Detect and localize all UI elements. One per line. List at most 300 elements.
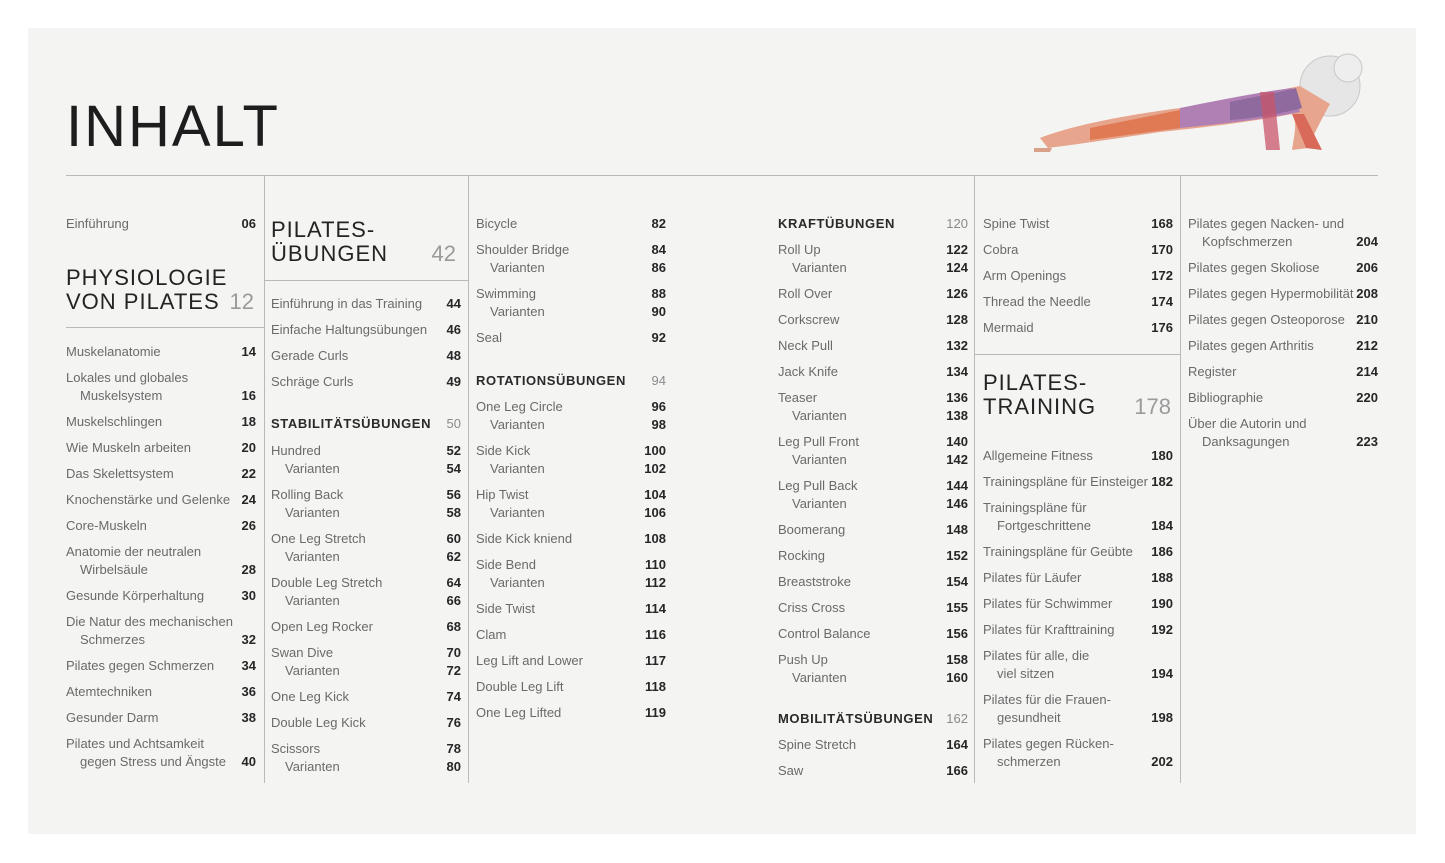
- entry-title: Side Twist: [476, 601, 536, 616]
- toc-entry[interactable]: [271, 295, 461, 313]
- toc-entry[interactable]: [66, 413, 256, 431]
- entry-title: Wie Muskeln arbeiten: [66, 440, 191, 455]
- column-divider: [264, 175, 265, 783]
- entry-title: Das Skelettsystem: [66, 466, 174, 481]
- entry-page-number: 72: [446, 663, 461, 678]
- toc-entry[interactable]: [1188, 259, 1378, 277]
- entry-page-number: 155: [946, 600, 968, 615]
- section-rule: [66, 327, 264, 328]
- entry-page-number: 30: [241, 588, 256, 603]
- entry-title: Jack Knife: [778, 364, 838, 379]
- entry-page-number: 128: [946, 312, 968, 327]
- entry-page-number: 100: [644, 443, 666, 458]
- toc-entry[interactable]: [271, 530, 461, 566]
- toc-entry[interactable]: [476, 398, 666, 434]
- pilates-pushup-anatomy-figure: [1030, 52, 1382, 158]
- entry-title: Double Leg Stretch: [271, 575, 383, 590]
- entry-title: Criss Cross: [778, 600, 846, 615]
- toc-entry[interactable]: [66, 613, 256, 649]
- entry-title: Trainingspläne für Geübte: [983, 544, 1133, 559]
- entry-page-number: 22: [241, 466, 256, 481]
- entry-title: Saw: [778, 763, 804, 778]
- toc-entry[interactable]: [983, 473, 1173, 491]
- chapter-heading-line: TRAINING: [983, 394, 1097, 419]
- toc-entry[interactable]: [476, 626, 666, 644]
- entry-title: Double Leg Kick: [271, 715, 366, 730]
- toc-entry[interactable]: [778, 762, 968, 780]
- entry-page-number: 112: [645, 575, 666, 590]
- entry-title: Roll Over: [778, 286, 833, 301]
- toc-entry[interactable]: [778, 736, 968, 754]
- entry-title: Push Up: [778, 652, 828, 667]
- entry-title: Spine Stretch: [778, 737, 857, 752]
- entry-subtitle: Varianten 80: [285, 759, 461, 774]
- entry-page-number: 64: [446, 575, 461, 590]
- entry-page-number: 102: [644, 461, 666, 476]
- entry-title: Cobra: [983, 242, 1019, 257]
- section-page-number: 94: [651, 373, 666, 388]
- entry-title: Muskelanatomie: [66, 344, 161, 359]
- toc-entry[interactable]: [983, 569, 1173, 587]
- entry-page-number: 66: [446, 593, 461, 608]
- entry-page-number: 184: [1151, 518, 1173, 533]
- section-heading[interactable]: [476, 372, 666, 390]
- entry-page-number: 170: [1151, 242, 1173, 257]
- section-rule: [264, 280, 468, 281]
- entry-page-number: 198: [1151, 710, 1173, 725]
- toc-entry[interactable]: [476, 486, 666, 522]
- toc-entry[interactable]: [66, 735, 256, 771]
- entry-page-number: 114: [645, 601, 666, 616]
- chapter-heading[interactable]: [983, 371, 1171, 419]
- entry-page-number: 49: [446, 374, 461, 389]
- entry-page-number: 24: [241, 492, 256, 507]
- entry-page-number: 14: [241, 344, 256, 359]
- entry-title: Trainingspläne für: [983, 500, 1087, 515]
- chapter-heading-line: ÜBUNGEN: [271, 241, 389, 266]
- toc-entry[interactable]: [778, 337, 968, 355]
- entry-title: Register: [1188, 364, 1237, 379]
- toc-entry[interactable]: [476, 678, 666, 696]
- entry-page-number: 122: [946, 242, 968, 257]
- entry-page-number: 16: [241, 388, 256, 403]
- toc-entry[interactable]: [778, 599, 968, 617]
- entry-title: Muskelschlingen: [66, 414, 163, 429]
- entry-title: Pilates gegen Schmerzen: [66, 658, 215, 673]
- section-heading[interactable]: [778, 215, 968, 233]
- entry-title: Leg Pull Back: [778, 478, 858, 493]
- entry-title: Side Kick kniend: [476, 531, 573, 546]
- entry-subtitle: gegen Stress und Ängste 40: [80, 754, 256, 769]
- entry-page-number: 119: [645, 705, 666, 720]
- entry-subtitle: Kopfschmerzen 204: [1202, 234, 1378, 249]
- toc-entry[interactable]: [778, 573, 968, 591]
- chapter-heading-line: PILATES-: [271, 217, 376, 242]
- entry-title: Clam: [476, 627, 507, 642]
- entry-subtitle: Schmerzes 32: [80, 632, 256, 647]
- entry-page-number: 158: [946, 652, 968, 667]
- entry-title: Pilates gegen Skoliose: [1188, 260, 1320, 275]
- toc-entry[interactable]: [1188, 311, 1378, 329]
- entry-page-number: 118: [645, 679, 666, 694]
- entry-title: Gerade Curls: [271, 348, 349, 363]
- entry-subtitle: gesundheit 198: [997, 710, 1173, 725]
- toc-entry[interactable]: [476, 600, 666, 618]
- entry-page-number: 48: [446, 348, 461, 363]
- toc-entry[interactable]: [983, 691, 1173, 727]
- entry-title: Allgemeine Fitness: [983, 448, 1093, 463]
- entry-page-number: 54: [446, 461, 461, 476]
- toc-entry[interactable]: [1188, 215, 1378, 251]
- toc-entry[interactable]: [271, 373, 461, 391]
- entry-title: Breaststroke: [778, 574, 851, 589]
- chapter-heading-line: VON PILATES: [66, 289, 220, 314]
- section-heading-label: ROTATIONSÜBUNGEN: [476, 373, 626, 388]
- toc-entry[interactable]: [778, 625, 968, 643]
- entry-subtitle: schmerzen 202: [997, 754, 1173, 769]
- toc-entry[interactable]: [983, 647, 1173, 683]
- entry-subtitle: Varianten 142: [792, 452, 968, 467]
- entry-page-number: 74: [446, 689, 461, 704]
- entry-page-number: 142: [946, 452, 968, 467]
- entry-title: Gesunder Darm: [66, 710, 159, 725]
- toc-entry[interactable]: [66, 491, 256, 509]
- top-rule: [66, 175, 1378, 176]
- entry-page-number: 78: [446, 741, 461, 756]
- entry-title: Rolling Back: [271, 487, 344, 502]
- entry-page-number: 84: [651, 242, 666, 257]
- toc-entry[interactable]: [476, 530, 666, 548]
- entry-title: Pilates gegen Rücken-: [983, 736, 1114, 751]
- entry-title: Einführung: [66, 216, 129, 231]
- entry-page-number: 208: [1356, 286, 1378, 301]
- section-heading[interactable]: [271, 415, 461, 433]
- entry-title: Pilates gegen Osteoporose: [1188, 312, 1345, 327]
- toc-entry[interactable]: [778, 433, 968, 469]
- entry-subtitle: Varianten 138: [792, 408, 968, 423]
- toc-entry[interactable]: [983, 595, 1173, 613]
- toc-entry[interactable]: [271, 644, 461, 680]
- entry-page-number: 62: [446, 549, 461, 564]
- toc-entry[interactable]: [983, 293, 1173, 311]
- entry-page-number: 214: [1356, 364, 1378, 379]
- entry-page-number: 116: [645, 627, 666, 642]
- entry-title: Mermaid: [983, 320, 1034, 335]
- entry-page-number: 40: [241, 754, 256, 769]
- entry-page-number: 202: [1151, 754, 1173, 769]
- toc-entry[interactable]: [778, 547, 968, 565]
- entry-page-number: 156: [946, 626, 968, 641]
- toc-entry[interactable]: [983, 447, 1173, 465]
- entry-page-number: 108: [644, 531, 666, 546]
- entry-page-number: 160: [946, 670, 968, 685]
- entry-subtitle: Varianten 98: [490, 417, 666, 432]
- entry-title: Bibliographie: [1188, 390, 1264, 405]
- entry-page-number: 96: [651, 399, 666, 414]
- entry-title: Gesunde Körperhaltung: [66, 588, 205, 603]
- entry-title: Bicycle: [476, 216, 518, 231]
- entry-title: Core-Muskeln: [66, 518, 147, 533]
- entry-page-number: 38: [241, 710, 256, 725]
- entry-subtitle: Varianten 72: [285, 663, 461, 678]
- entry-page-number: 92: [651, 330, 666, 345]
- entry-title: One Leg Circle: [476, 399, 563, 414]
- entry-subtitle: Varianten 124: [792, 260, 968, 275]
- entry-page-number: 98: [651, 417, 666, 432]
- entry-title: Seal: [476, 330, 503, 345]
- toc-entry[interactable]: [778, 363, 968, 381]
- toc-entry[interactable]: [983, 267, 1173, 285]
- toc-entry[interactable]: [983, 621, 1173, 639]
- toc-entry[interactable]: [271, 442, 461, 478]
- toc-entry[interactable]: [66, 683, 256, 701]
- entry-title: Anatomie der neutralen: [66, 544, 202, 559]
- entry-title: Rocking: [778, 548, 825, 563]
- entry-title: Pilates für die Frauen-: [983, 692, 1111, 707]
- entry-subtitle: Varianten 62: [285, 549, 461, 564]
- toc-entry[interactable]: [778, 651, 968, 687]
- toc-entry[interactable]: [1188, 415, 1378, 451]
- toc-entry[interactable]: [66, 465, 256, 483]
- entry-title: Teaser: [778, 390, 818, 405]
- entry-subtitle: Varianten 102: [490, 461, 666, 476]
- chapter-heading[interactable]: [66, 266, 254, 314]
- entry-page-number: 44: [446, 296, 461, 311]
- toc-entry[interactable]: [476, 215, 666, 233]
- toc-entry[interactable]: [1188, 389, 1378, 407]
- entry-page-number: 56: [446, 487, 461, 502]
- entry-page-number: 132: [946, 338, 968, 353]
- entry-page-number: 220: [1356, 390, 1378, 405]
- section-page-number: 162: [946, 711, 968, 726]
- entry-title: Spine Twist: [983, 216, 1050, 231]
- entry-title: Die Natur des mechanischen: [66, 614, 233, 629]
- entry-page-number: 82: [651, 216, 666, 231]
- entry-page-number: 206: [1356, 260, 1378, 275]
- toc-entry[interactable]: [66, 343, 256, 361]
- toc-entry[interactable]: [476, 442, 666, 478]
- entry-subtitle: Varianten 90: [490, 304, 666, 319]
- entry-title: Arm Openings: [983, 268, 1067, 283]
- entry-title: Pilates für Schwimmer: [983, 596, 1113, 611]
- entry-title: Scissors: [271, 741, 321, 756]
- entry-page-number: 172: [1151, 268, 1173, 283]
- entry-page-number: 76: [446, 715, 461, 730]
- entry-title: One Leg Lifted: [476, 705, 562, 720]
- toc-entry[interactable]: [778, 311, 968, 329]
- entry-title: Pilates gegen Nacken- und: [1188, 216, 1345, 231]
- toc-entry[interactable]: [271, 486, 461, 522]
- toc-entry[interactable]: [271, 714, 461, 732]
- entry-title: Lokales und globales: [66, 370, 189, 385]
- toc-entry[interactable]: [983, 215, 1173, 233]
- toc-entry[interactable]: [983, 499, 1173, 535]
- entry-title: Hip Twist: [476, 487, 529, 502]
- section-heading-label: MOBILITÄTSÜBUNGEN: [778, 711, 934, 726]
- entry-title: Pilates und Achtsamkeit: [66, 736, 205, 751]
- entry-title: One Leg Kick: [271, 689, 350, 704]
- entry-page-number: 58: [446, 505, 461, 520]
- toc-entry[interactable]: [476, 704, 666, 722]
- entry-subtitle: Varianten 66: [285, 593, 461, 608]
- entry-page-number: 174: [1151, 294, 1173, 309]
- toc-entry[interactable]: [778, 241, 968, 277]
- column-divider: [1180, 175, 1181, 783]
- entry-title: Side Bend: [476, 557, 536, 572]
- entry-page-number: 104: [644, 487, 666, 502]
- entry-page-number: 36: [241, 684, 256, 699]
- toc-entry[interactable]: [983, 543, 1173, 561]
- entry-page-number: 152: [946, 548, 968, 563]
- entry-page-number: 180: [1151, 448, 1173, 463]
- toc-entry[interactable]: [271, 688, 461, 706]
- entry-subtitle: Fortgeschrittene 184: [997, 518, 1173, 533]
- entry-page-number: 210: [1356, 312, 1378, 327]
- toc-entry[interactable]: [778, 285, 968, 303]
- entry-page-number: 136: [946, 390, 968, 405]
- chapter-heading-line: PHYSIOLOGIE: [66, 265, 228, 290]
- toc-entry[interactable]: [271, 347, 461, 365]
- entry-subtitle: viel sitzen 194: [997, 666, 1173, 681]
- entry-title: Knochenstärke und Gelenke: [66, 492, 231, 507]
- entry-page-number: 194: [1151, 666, 1173, 681]
- entry-page-number: 176: [1151, 320, 1173, 335]
- entry-page-number: 134: [946, 364, 968, 379]
- entry-page-number: 80: [446, 759, 461, 774]
- entry-page-number: 166: [946, 763, 968, 778]
- toc-entry[interactable]: [66, 543, 256, 579]
- entry-subtitle: Muskelsystem 16: [80, 388, 256, 403]
- toc-entry[interactable]: [476, 241, 666, 277]
- entry-page-number: 144: [946, 478, 968, 493]
- entry-page-number: 70: [446, 645, 461, 660]
- entry-page-number: 86: [651, 260, 666, 275]
- entry-page-number: 192: [1151, 622, 1173, 637]
- entry-page-number: 110: [645, 557, 666, 572]
- entry-page-number: 148: [946, 522, 968, 537]
- entry-title: Thread the Needle: [983, 294, 1091, 309]
- entry-title: Leg Pull Front: [778, 434, 859, 449]
- toc-entry[interactable]: [778, 521, 968, 539]
- entry-page-number: 20: [241, 440, 256, 455]
- entry-page-number: 90: [651, 304, 666, 319]
- entry-title: Shoulder Bridge: [476, 242, 570, 257]
- entry-subtitle: Wirbelsäule 28: [80, 562, 256, 577]
- entry-title: Leg Lift and Lower: [476, 653, 583, 668]
- entry-subtitle: Varianten 54: [285, 461, 461, 476]
- entry-title: Atemtechniken: [66, 684, 152, 699]
- toc-entry[interactable]: [476, 285, 666, 321]
- chapter-page-number: 42: [431, 241, 456, 266]
- entry-subtitle: Varianten 112: [490, 575, 666, 590]
- toc-entry[interactable]: [983, 241, 1173, 259]
- entry-subtitle: Varianten 86: [490, 260, 666, 275]
- entry-page-number: 182: [1151, 474, 1173, 489]
- entry-title: Neck Pull: [778, 338, 833, 353]
- toc-entry[interactable]: [66, 369, 256, 405]
- entry-title: One Leg Stretch: [271, 531, 366, 546]
- entry-page-number: 223: [1356, 434, 1378, 449]
- toc-entry[interactable]: [66, 587, 256, 605]
- entry-title: Pilates für Läufer: [983, 570, 1082, 585]
- toc-entry[interactable]: [271, 618, 461, 636]
- toc-entry[interactable]: [271, 740, 461, 776]
- toc-entry[interactable]: [66, 709, 256, 727]
- toc-entry[interactable]: [271, 321, 461, 339]
- entry-page-number: 28: [241, 562, 256, 577]
- entry-title: Einführung in das Training: [271, 296, 423, 311]
- toc-entry[interactable]: [66, 657, 256, 675]
- section-heading-label: STABILITÄTSÜBUNGEN: [271, 416, 432, 431]
- entry-page-number: 140: [946, 434, 968, 449]
- column-divider: [974, 175, 975, 783]
- toc-entry[interactable]: [778, 389, 968, 425]
- toc-entry[interactable]: [1188, 363, 1378, 381]
- toc-entry[interactable]: [66, 517, 256, 535]
- toc-entry[interactable]: [983, 735, 1173, 771]
- entry-page-number: 212: [1356, 338, 1378, 353]
- entry-subtitle: Varianten 106: [490, 505, 666, 520]
- entry-page-number: 188: [1151, 570, 1173, 585]
- entry-page-number: 154: [946, 574, 968, 589]
- entry-page-number: 190: [1151, 596, 1173, 611]
- section-page-number: 120: [946, 216, 968, 231]
- entry-title: Einfache Haltungsübungen: [271, 322, 428, 337]
- entry-page-number: 126: [946, 286, 968, 301]
- toc-entry[interactable]: [476, 556, 666, 592]
- section-heading-label: KRAFTÜBUNGEN: [778, 216, 895, 231]
- chapter-heading[interactable]: [271, 218, 456, 266]
- entry-title: Boomerang: [778, 522, 846, 537]
- entry-page-number: 124: [946, 260, 968, 275]
- entry-title: Corkscrew: [778, 312, 840, 327]
- section-heading[interactable]: [778, 710, 968, 728]
- toc-entry[interactable]: [1188, 285, 1378, 303]
- toc-entry[interactable]: [476, 329, 666, 347]
- toc-entry[interactable]: [476, 652, 666, 670]
- entry-page-number: 164: [946, 737, 968, 752]
- entry-title: Side Kick: [476, 443, 531, 458]
- entry-page-number: 204: [1356, 234, 1378, 249]
- toc-entry[interactable]: [983, 319, 1173, 337]
- entry-page-number: 88: [651, 286, 666, 301]
- toc-entry[interactable]: [271, 574, 461, 610]
- section-rule: [974, 354, 1180, 355]
- entry-page-number: 117: [645, 653, 666, 668]
- chapter-page-number: 12: [229, 289, 254, 314]
- entry-page-number: 46: [446, 322, 461, 337]
- entry-subtitle: Danksagungen 223: [1202, 434, 1378, 449]
- toc-entry[interactable]: [66, 439, 256, 457]
- section-page-number: 50: [446, 416, 461, 431]
- entry-title: Roll Up: [778, 242, 821, 257]
- toc-entry[interactable]: [66, 215, 256, 233]
- entry-title: Hundred: [271, 443, 321, 458]
- entry-page-number: 18: [241, 414, 256, 429]
- chapter-page-number: 178: [1134, 394, 1171, 419]
- entry-subtitle: Varianten 146: [792, 496, 968, 511]
- entry-page-number: 06: [241, 216, 256, 231]
- entry-title: Über die Autorin und: [1188, 416, 1307, 431]
- entry-title: Trainingspläne für Einsteiger: [983, 474, 1148, 489]
- toc-entry[interactable]: [1188, 337, 1378, 355]
- page-title: INHALT: [66, 94, 280, 159]
- column-divider: [468, 175, 469, 783]
- entry-title: Pilates gegen Arthritis: [1188, 338, 1314, 353]
- entry-title: Schräge Curls: [271, 374, 354, 389]
- toc-entry[interactable]: [778, 477, 968, 513]
- entry-page-number: 168: [1151, 216, 1173, 231]
